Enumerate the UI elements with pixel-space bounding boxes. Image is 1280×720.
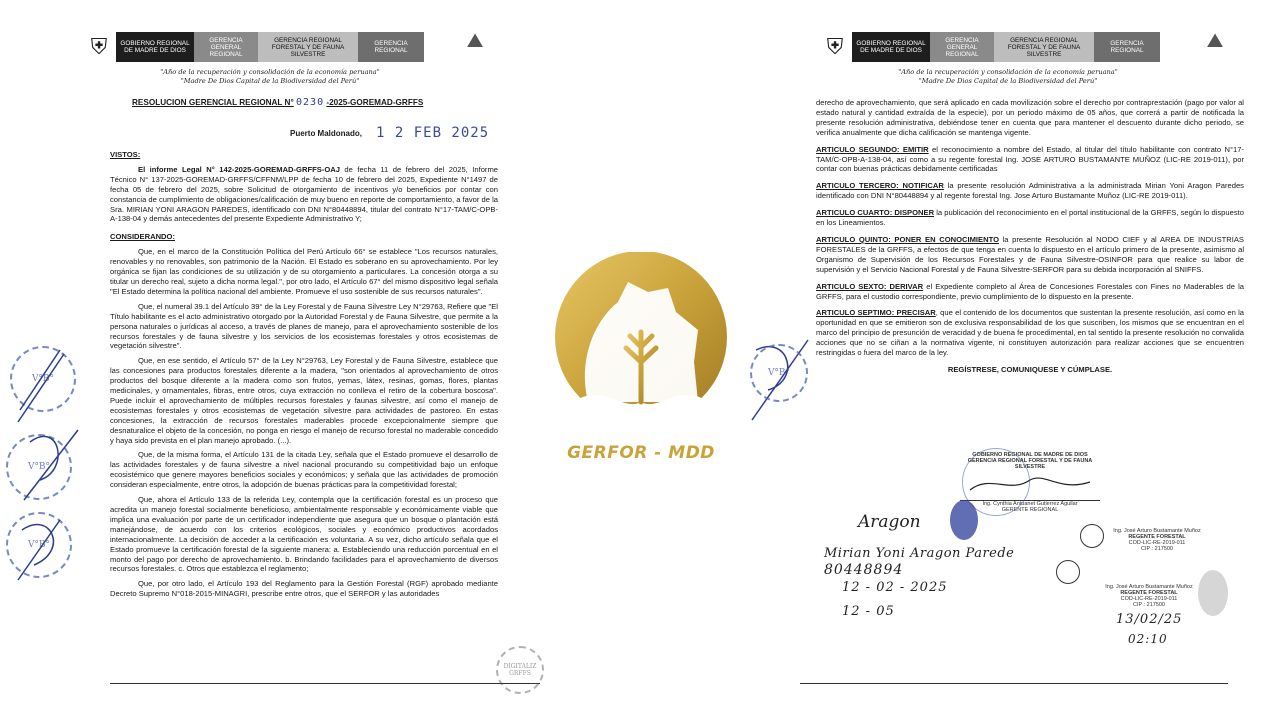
- letterhead-cell: GERENCIA REGIONAL: [358, 32, 424, 62]
- vb-stamp: [750, 344, 808, 402]
- handwritten-name: Mirian Yoni Aragon Parede: [824, 546, 1015, 561]
- paragraph: Que, en ese sentido, el Artículo 57° de la Ley N°29763, Ley Forestal y de Fauna Silvestre, establece que las concesiones para productos forestales diferente a la madera, "son orientados al aprovechamiento de otros productos del bosque diferente a la madera como son frutos, yemas, látex, resinas, gomas, flores, plantas medicinales, y ornamentales, fibras, entre otros, cuya extracción no conlleva el retiro de la cobertura boscosa". Puede incluir el aprovechamiento de múltiples recursos forestales y faunas silvestre, así como el manejo de ecosistemas forestales y otros ecosistemas de vegetación silvestre para actividades de pastoreo. En estas concesiones, la extracción de recursos forestales maderables procede excepcionalmente siempre que desnaturalice el objeto de la concesión, no ponga en riesgo el manejo de recurso forestal no maderable concedido y haya sido prevista en el plan manejo aprobado. (...).: [110, 356, 498, 445]
- letterhead-cell: GERENCIA REGIONAL FORESTAL Y DE FAUNA SILVESTRE: [258, 32, 358, 62]
- article: [816, 282, 1244, 302]
- letterhead: [818, 32, 1184, 62]
- document-page-right: [738, 0, 1280, 720]
- article: [816, 145, 1244, 175]
- stamp-text: DIGITALIZ GRFFS: [503, 663, 537, 677]
- article-text: , que el contenido de los documentos que sustentan la presente resolución, así como en la oportunidad en que se emitieron son de exclusiva responsabilidad de los que suscriben, los mismos que se encuentran en el marco del principio de presunción de veracidad y de buena fe procedimental, en tal sentido la presente resolución no convalida acciones que no se ciñan a la normativa vigente, ni constituyen autorización para realizar acciones que se encuentren restringidas o fuera del marco de la ley.: [816, 308, 1244, 358]
- paragraph: Que, de la misma forma, el Artículo 131 de la citada Ley, señala que el Estado promueve el desarrollo de las actividades forestales y de fauna silvestre a nivel nacional procurando su competitividad bajo un enfoque ecosistémico que genere mayores beneficios sociales y económicos; y señala que las actividades de promoción consideran especialmente, entre otros, la adopción de buenas prácticas para la competitividad forestal;: [110, 450, 498, 490]
- article-heading: ARTICULO QUINTO: PONER EN CONOCIMIENTO: [816, 234, 999, 244]
- letterhead-cell: GERENCIA GENERAL REGIONAL: [930, 32, 994, 62]
- paragraph: Que, el numeral 39.1 del Artículo 39° de la Ley Forestal y de Fauna Silvestre Ley N°29763, Refiere que "El Título habilitante es el acto administrativo otorgado por la Autoridad Forestal y de Fauna Silvestre, que permite a la persona naturales o jurídicas al acceso, a través de planes de manejo, para el aprovechamiento sostenible de los recursos forestales y de fauna silvestre y los servicios de los ecosistemas forestales y otros ecosistemas de vegetación silvestre".: [110, 301, 498, 351]
- stamp-line: Ing. José Arturo Bustamante Muñoz: [1105, 584, 1193, 590]
- footer-line: [800, 683, 1228, 684]
- paragraph: Que, ahora el Artículo 133 de la referida Ley, contempla que la certificación forestal es un proceso que acredita un manejo forestal socialmente beneficioso, ambientalmente responsable y económicamente viable que implica una evaluación por parte de un certificador independiente que asegura que un bosque o plantación está manejándose, de acuerdo con los criterios ecológicos, sociales y económico productivos acordados internacionalmente. La decisión de acceder a la certificación es voluntaria. A su vez, dicho artículo señala que el Estado promueve la certificación forestal de la siguiente manera: a. Estableciendo una reducción porcentual en el monto del pago por derecho de aprovechamiento. b. Brindando facilidades para el aprovechamiento de diversos recursos forestales. c. Otros que establezca el reglamento;: [110, 495, 498, 574]
- signature-stroke: [18, 520, 60, 580]
- stamp-line: REGENTE FORESTAL: [1120, 590, 1178, 596]
- signature-stroke: [24, 430, 78, 500]
- date-stamp: 1 2 FEB 2025: [376, 125, 490, 141]
- fingerprint: [1198, 570, 1228, 616]
- letterhead-cell: GERENCIA REGIONAL FORESTAL Y DE FAUNA SILVESTRE: [994, 32, 1094, 62]
- closing-formula: REGÍSTRESE, COMUNIQUESE Y CÚMPLASE.: [947, 364, 1113, 374]
- article-heading: ARTICULO SEGUNDO: EMITIR: [816, 144, 929, 154]
- article-text: la presente resolución Administrativa a la administrada Mirian Yoni Aragon Paredes identificado con DNI N°80448894 y al regente forestal Ing. Jose Arturo Bustamante Muñoz (LIC-RE 2019-011).: [816, 181, 1244, 201]
- stamp-text: V°B°: [27, 540, 51, 550]
- article-text: el reconocimiento a nombre del Estado, al titular del título habilitante con contrato N°17-TAM/C-OPB-A-138-04, así como a su regente forestal Ing. JOSE ARTURO BUSTAMANTE MUÑOZ (LIC-RE 2019-011), por contar con buenas prácticas debidamente certificadas: [816, 144, 1244, 174]
- stamp-line: COD-LIC-RE-2019-011: [1120, 596, 1178, 602]
- coat-of-arms-icon: ⛨: [826, 34, 844, 59]
- article: [816, 308, 1244, 358]
- article: [816, 181, 1244, 201]
- stamp-line: COD-LIC-RE-2019-011: [1128, 540, 1186, 546]
- coat-of-arms-icon: ⛨: [90, 34, 108, 59]
- letterhead-cell: GERENCIA GENERAL REGIONAL: [194, 32, 258, 62]
- vistos-heading: VISTOS:: [110, 150, 141, 159]
- stamp-line: Ing. José Arturo Bustamante Muñoz: [1113, 528, 1201, 534]
- handwritten-time: 02:10: [1128, 632, 1168, 646]
- article-text: el Expediente completo al Área de Concesiones Forestales con Fines no Maderables de la GRFFS, para el custodio correspondiente, previo cumplimiento de lo dispuesto en la presente.: [816, 281, 1244, 301]
- stamp-text: V°B°: [767, 368, 791, 378]
- paragraph: Que, por otro lado, el Artículo 193 del Reglamento para la Gestión Forestal (RGF) aprobado mediante Decreto Supremo N°018-2015-MINAGRI, prescribe entre otros, que el SERFOR y las autoridades: [110, 579, 498, 599]
- motto-line: "Madre De Dios Capital de la Biodiversidad del Perú": [918, 77, 1098, 85]
- signature-stroke: [18, 350, 64, 422]
- vistos-text: de fecha 11 de febrero del 2025, Informe Técnico N° 137-2025-GOREMAD-GRFFS/CFFNM/LPP de fecha 10 de febrero del 2025, Expediente N°1497 de fecha 05 de febrero del 2025, sobre Solicitud de otorgamiento de incentivos y/o beneficios por contar con constancia de cumplimiento de obligaciones/calificación de muy bueno en reporte de comportamiento, a favor de la Sra. MIRIAN YONI ARAGON PAREDES, identificado con DNI N°80448894, titular del contrato N°17-TAM/C-OPB-A-138-04 y demás antecedentes del presente Expediente Administrativo Y;: [110, 164, 499, 224]
- vistos-paragraph: [110, 165, 498, 224]
- document-page-left: [0, 0, 545, 720]
- stamp-line: GOBIERNO REGIONAL DE MADRE DE DIOS: [972, 452, 1088, 458]
- letterhead: [82, 32, 448, 62]
- motto-line: "Año de la recuperación y consolidación de la economía peruana": [160, 68, 380, 76]
- digitalized-stamp: [496, 646, 544, 694]
- title-prefix: RESOLUCION GERENCIAL REGIONAL N°: [132, 98, 294, 107]
- letterhead-cell: GERENCIA REGIONAL: [1094, 32, 1160, 62]
- handwritten-signature: Aragon: [858, 512, 921, 532]
- document-body-left: [110, 150, 498, 604]
- article-heading: ARTICULO SEXTO: DERIVAR: [816, 281, 924, 291]
- stamp-text: V°B°: [27, 462, 51, 472]
- resolution-title: [132, 97, 423, 108]
- regente-stamp: [1102, 584, 1196, 608]
- stamp-line: GERENCIA REGIONAL FORESTAL Y DE FAUNA SILVESTRE: [967, 458, 1093, 470]
- stamp-line: Ing. Cynthia Antuanet Gutierrez Aguilar: [960, 500, 1100, 507]
- regional-logo-icon: ⛰: [466, 30, 484, 52]
- mottos: [828, 68, 1188, 86]
- handwritten-dni: 80448894: [824, 562, 904, 578]
- document-body-right: [816, 98, 1244, 382]
- regente-seal-icon: [1080, 524, 1104, 548]
- article-heading: ARTICULO CUARTO: DISPONER: [816, 208, 935, 218]
- logo-text: GERFOR - MDD: [567, 443, 715, 463]
- fingerprint: [950, 500, 978, 540]
- regente-seal-icon: [1056, 560, 1080, 584]
- regente-stamp: [1110, 528, 1204, 552]
- place: Puerto Maldonado,: [290, 129, 362, 138]
- stamp-line: CIP : 217500: [1132, 602, 1165, 608]
- article: [816, 235, 1244, 275]
- motto-line: "Madre De Dios Capital de la Biodiversidad del Perú": [180, 77, 360, 85]
- paragraph: derecho de aprovechamiento, que será aplicado en cada movilización sobre el derecho por contraprestación (pago por valor al estado natural y cantidad extraída de la especie), por un periodo máximo de 05 años, que correrá a partir de notificada la presente resolución administrativa, debiéndose tener en cuenta que para mantener el descuento durante dicho periodo, se verifica anualmente que dicha calificación se mantenga vigente.: [816, 98, 1244, 137]
- letterhead-cell: GOBIERNO REGIONAL DE MADRE DE DIOS: [116, 32, 194, 62]
- stamp-line: GERENTE REGIONAL: [1001, 507, 1059, 513]
- footer-line: [110, 683, 540, 684]
- handwritten-date: 13/02/25: [1116, 612, 1183, 627]
- stamp-text: V°B°: [31, 374, 55, 384]
- vistos-bold: El informe Legal N° 142-2025-GOREMAD-GRFFS-OAJ: [138, 164, 340, 174]
- mottos: [90, 68, 450, 86]
- motto-line: "Año de la recuperación y consolidación de la economía peruana": [898, 68, 1118, 76]
- title-suffix: -2025-GOREMAD-GRFFS: [326, 98, 424, 107]
- article-text: la publicación del reconocimiento en el portal institucional de la GRFFS, según lo dispuesto en los Lineamientos.: [816, 208, 1244, 228]
- article-text: la presente Resolución al NODO CIEF y al AREA DE INDUSTRIAS FORESTALES de la GRFFS, a efectos de que tenga en cuenta lo dispuesto en el artículo primero de la presente, asimismo al Organismo de Supervisión de los Recursos Forestales y de Fauna Silvestre-OSINFOR para que realice su labor de supervisión y el Servicio Nacional Forestal y de Fauna Silvestre-SERFOR para su debida incorporación al SNIFFS.: [816, 234, 1244, 274]
- stamp-line: CIP : 217500: [1140, 546, 1173, 552]
- handwritten-time: 12 - 05: [842, 604, 895, 619]
- considerando-heading: CONSIDERANDO:: [110, 232, 175, 242]
- article-heading: ARTICULO SEPTIMO: PRECISAR: [816, 308, 936, 318]
- stamp-line: REGENTE FORESTAL: [1128, 534, 1186, 540]
- paragraph: Que, en el marco de la Constitución Política del Perú Artículo 66° se establece "Los recursos naturales, renovables y no renovables, son patrimonio de la Nación. El Estado es soberano en su aprovechamiento. Por ley orgánica se fijan las condiciones de su utilización y de su otorgamiento a particulares. La concesión otorga a su titular un derecho real, sujeto a dicha norma legal.", por otro lado, el Artículo 67° del mismo dispositivo legal señala "El Estado determina la política nacional del ambiente. Promueve el uso sostenible de sus recursos naturales".: [110, 247, 498, 296]
- title-number: 0230: [296, 97, 325, 108]
- article: [816, 208, 1244, 228]
- letterhead-cell: GOBIERNO REGIONAL DE MADRE DE DIOS: [852, 32, 930, 62]
- article-heading: ARTICULO TERCERO: NOTIFICAR: [816, 181, 944, 191]
- signature-scribbles: [0, 330, 100, 590]
- regional-logo-icon: ⛰: [1206, 30, 1224, 52]
- handwritten-date: 12 - 02 - 2025: [842, 580, 948, 595]
